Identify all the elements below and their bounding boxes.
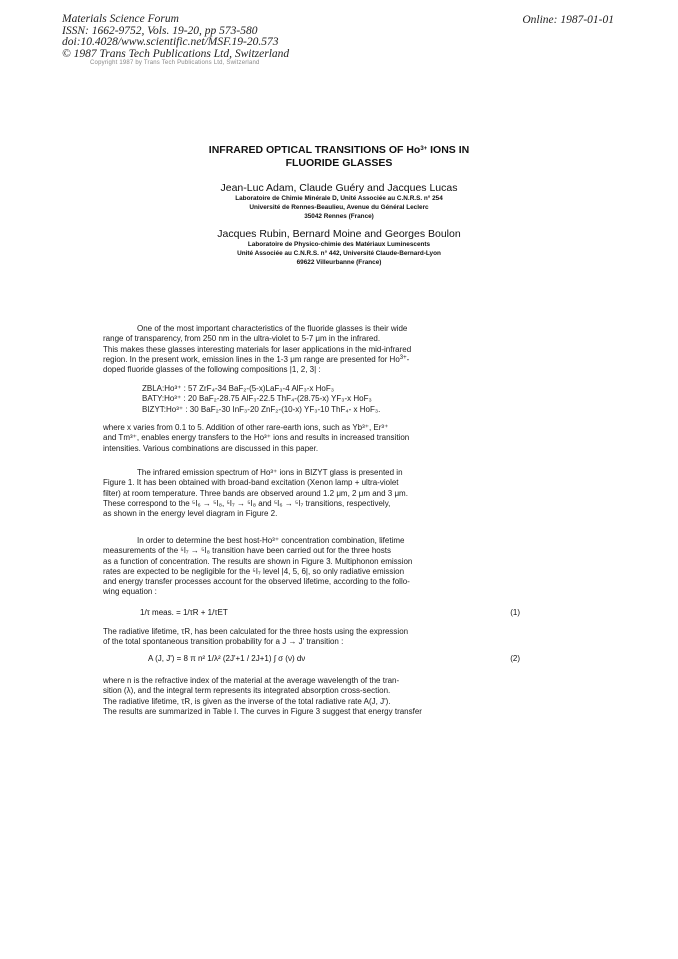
p2-line3: intensities. Various combinations are discussed in this paper. (103, 443, 319, 453)
title-line1: INFRARED OPTICAL TRANSITIONS OF Ho (208, 144, 421, 156)
citation-header (62, 14, 289, 60)
p1-line5: doped fluoride glasses of the following compositions |1, 2, 3| : (103, 365, 321, 375)
authors-group-1: Jean-Luc Adam, Claude Guéry and Jacques Lucas (220, 182, 458, 194)
affiliation-1-line1: Laboratoire de Chimie Minérale D, Unité Associée au C.N.R.S. n° 254 (235, 195, 443, 202)
equation-1-number: (1) (510, 608, 520, 617)
affiliation-2-line2: Unité Associée au C.N.R.S. n° 442, Université Claude-Bernard-Lyon (237, 249, 441, 257)
p3-line5: as shown in the energy level diagram in Figure 2. (103, 509, 278, 519)
p2-line2: and Tm³⁺, enables energy transfers to the Ho³⁺ ions and results in increased transition (103, 433, 410, 443)
p4-line5: and energy transfer processes account for the observed lifetime, according to the follo- (103, 577, 410, 587)
online-date: Online: 1987-01-01 (522, 14, 614, 26)
cut-copyright-line: Copyright 1987 by Trans Tech Publications Ltd, Switzerland (90, 60, 260, 66)
paragraph-intro: One of the most important characteristics of the fluoride glasses is their wide range of transparency, from 250 nm in the ultra-violet to 5-7 μm in the infrared. This makes these glasses interesting materials for laser applications in the mid-infrared region. In the present work, emission lines in the 1-3 μm range are presented for $Ho^{3+}-$ doped fluoride glasses of the following compositions |1, 2, 3| : (103, 324, 530, 375)
composition-zbla: ZBLA:Ho³⁺ : 57 ZrF₄-34 BaF₂-(5-x)LaF₃-4 AlF₃-x HoF₃ (142, 384, 334, 393)
p5-line2: of the total spontaneous transition probability for a J → J' transition : (103, 637, 344, 647)
affiliation-1-line2: Université de Rennes-Beaulieu, Avenue du Général Leclerc (249, 203, 429, 211)
authors-group-2: Jacques Rubin, Bernard Moine and Georges Boulon (217, 228, 461, 240)
p1-line1: One of the most important characteristics of the fluoride glasses is their wide (137, 324, 408, 333)
p3-line1: The infrared emission spectrum of Ho³⁺ ions in BIZYT glass is presented in (137, 468, 403, 477)
composition-bizyt: BIZYT:Ho³⁺ : 30 BaF₂-30 InF₃-20 ZnF₂-(10-x) YF₃-10 ThF₄- x HoF₃. (142, 404, 381, 414)
p4-line1: In order to determine the best host-Ho³⁺ concentration combination, lifetime (137, 536, 405, 545)
p4-line4: rates are expected to be negligible for the ⁵I₇ level |4, 5, 6|, so only radiative emission (103, 566, 405, 576)
composition-baty: BATY:Ho³⁺ : 20 BaF₂-28.75 AlF₃-22.5 ThF₄-(28.75-x) YF₃-x HoF₃ (142, 394, 372, 404)
p1-line4: region. In the present work, emission lines in the 1-3 μm range are presented for Ho (103, 354, 400, 364)
paragraph-rare-earth (103, 423, 530, 454)
p6-line1: where n is the refractive index of the material at the average wavelength of the tran- (103, 676, 400, 685)
affiliation-2-line3: 69622 Villeurbanne (France) (296, 258, 382, 266)
equation-1-text: 1/τ meas. = 1/τR + 1/τET (140, 608, 228, 617)
p2-line1: where x varies from 0.1 to 5. Addition of other rare-earth ions, such as Yb³⁺, Er³⁺ (103, 423, 389, 432)
paragraph-lifetime (103, 536, 530, 598)
equation-2-text: A (J, J') = 8 π n² 1/λ² (2J'+1 / 2J+1) ∫ σ (ν) dν (148, 654, 306, 663)
p4-line2: measurements of the ⁵I₇ → ⁵I₈ transition have been carried out for the three hosts (103, 546, 391, 556)
equation-1 (140, 608, 520, 617)
journal-name: Materials Science Forum (62, 13, 179, 25)
paragraph-refractive-index (103, 676, 530, 717)
p6-line2: sition (λ), and the integral term represents its integrated absorption cross-section. (103, 686, 391, 696)
p6-line3: The radiative lifetime, τR, is given as the inverse of the total radiative rate A(J, J'). (103, 696, 391, 706)
issn-line: ISSN: 1662-9752, Vols. 19-20, pp 573-580 (62, 24, 258, 37)
doi-line: doi:10.4028/www.scientific.net/MSF.19-20.573 (62, 36, 279, 48)
p3-line2: Figure 1. It has been obtained with broad-band excitation (Xenon lamp + ultra-violet (103, 478, 399, 488)
p6-line4: The results are summarized in Table I. The curves in Figure 3 suggest that energy transfer (103, 706, 422, 716)
copyright-line: © 1987 Trans Tech Publications Ltd, Switzerland (62, 47, 290, 60)
equation-2-number: (2) (510, 654, 520, 663)
p1-line3: This makes these glasses interesting materials for laser applications in the mid-infrared (103, 344, 412, 354)
p5-line1: The radiative lifetime, τR, has been calculated for the three hosts using the expression (103, 627, 409, 636)
paragraph-radiative (103, 627, 530, 648)
equation-2 (148, 654, 520, 663)
affiliation-2 (100, 241, 578, 268)
p3-line3: filter) at room temperature. Three bands are observed around 1.2 μm, 2 μm and 3 μm. (103, 488, 408, 498)
title-superscript: 3+ (420, 146, 428, 152)
p4-line6: wing equation : (103, 587, 157, 597)
affiliation-1 (100, 195, 578, 222)
p1-line2: range of transparency, from 250 nm in the ultra-violet to 5-7 μm in the infrared. (103, 334, 381, 344)
title-line2: FLUORIDE GLASSES (285, 156, 393, 169)
paragraph-emission-spectrum (103, 468, 530, 519)
paper-title (100, 144, 578, 169)
affiliation-1-line3: 35042 Rennes (France) (304, 212, 374, 220)
p4-line3: as a function of concentration. The results are shown in Figure 3. Multiphonon emission (103, 556, 413, 566)
composition-list (142, 384, 569, 415)
p3-line4: These correspond to the ⁵I₆ → ⁵I₈, ⁵I₇ → ⁵I₈ and ⁵I₆ → ⁵I₇ transitions, respectively, (103, 498, 391, 508)
affiliation-2-line1: Laboratoire de Physico-chimie des Matériaux Luminescents (247, 241, 431, 248)
title-line1-end: IONS IN (427, 144, 470, 156)
